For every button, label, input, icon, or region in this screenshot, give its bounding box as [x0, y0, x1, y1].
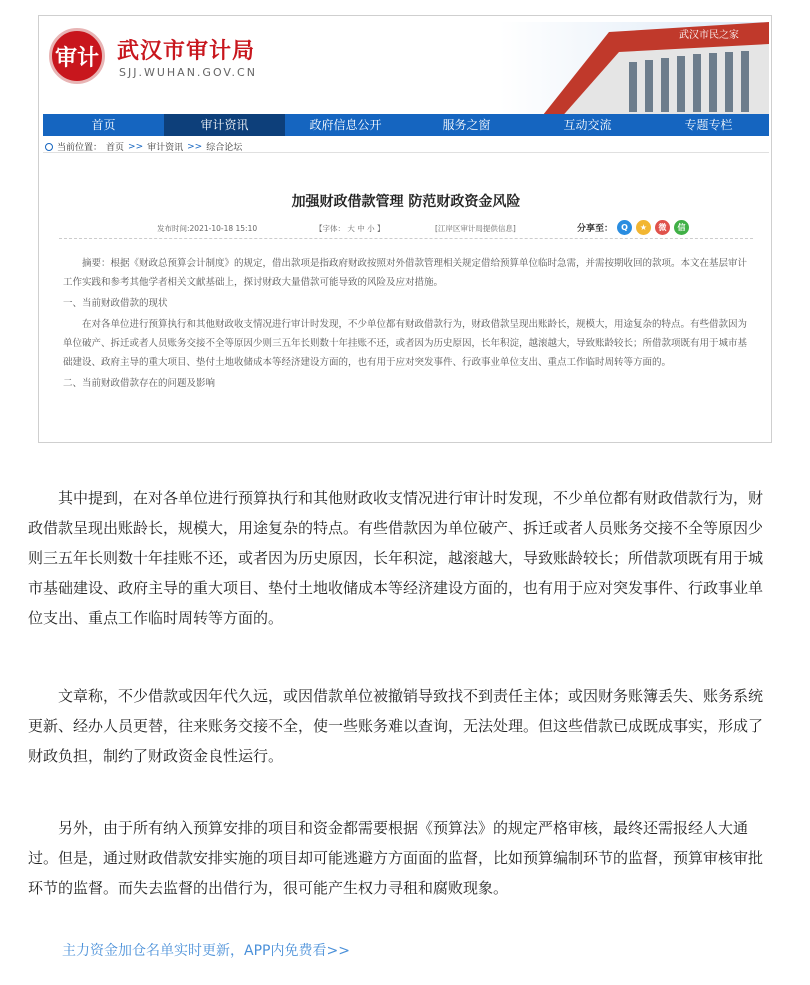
site-logo[interactable]: 审计: [49, 28, 105, 84]
breadcrumb-separator: >>: [128, 141, 144, 152]
article-paragraph: 在对各单位进行预算执行和其他财政收支情况进行审计时发现，不少单位都有财政借款行为，财政借款呈现出账龄长，规模大，用途复杂的特点。有些借款因为单位破产、拆迁或者人员账务交接不全等原因少则三五年长则数十年挂账不还，或者因为历史原因，长年积淀，越滚越大，导致账龄较长；所借款项既有用于城市基础建设、政府主导的重大项目、垫付土地收储成本等经济建设方面的，也有用于应对突发事件、行政事业单位支出、重点工作临时周转等方面的。: [63, 319, 748, 368]
nav-item-special[interactable]: 专题专栏: [684, 118, 733, 132]
font-size-selector[interactable]: 【字体： 大 中 小 】: [315, 224, 385, 233]
svg-text:武汉市民之家: 武汉市民之家: [679, 30, 739, 41]
qzone-share-icon[interactable]: ★: [636, 220, 651, 235]
breadcrumb-forum[interactable]: 综合论坛: [206, 143, 243, 153]
nav-item-audit-news[interactable]: 审计资讯: [164, 114, 285, 136]
nav-item-service[interactable]: 服务之窗: [442, 118, 491, 132]
divider: [43, 152, 769, 153]
main-nav: [43, 114, 769, 136]
nav-item-interaction[interactable]: 互动交流: [563, 118, 612, 132]
weibo-share-icon[interactable]: 微: [655, 220, 670, 235]
nav-item-gov-info[interactable]: 政府信息公开: [309, 118, 382, 132]
app-promo-link[interactable]: 主力资金加仓名单实时更新，APP内免费看>>: [62, 943, 350, 959]
site-name[interactable]: 武汉市审计局: [117, 39, 256, 64]
article-heading-1: 一、当前财政借款的现状: [63, 298, 168, 309]
qq-share-icon[interactable]: Q: [617, 220, 632, 235]
embedded-screenshot: [38, 15, 772, 443]
site-banner: [43, 22, 769, 120]
article-published: 发布时间:2021-10-18 15:10: [157, 224, 258, 233]
share-label: 分享至：: [577, 224, 614, 234]
breadcrumb-label: 当前位置：: [57, 143, 103, 153]
wechat-share-icon[interactable]: 信: [674, 220, 689, 235]
nav-item-home[interactable]: 首页: [91, 118, 116, 132]
divider: [59, 238, 753, 239]
article-body: [63, 254, 751, 393]
building-illustration: [499, 22, 769, 120]
breadcrumb-home[interactable]: 首页: [106, 143, 125, 153]
site-domain: SJJ.WUHAN.GOV.CN: [119, 66, 257, 79]
article-heading-2: 二、当前财政借款存在的问题及影响: [63, 378, 216, 389]
location-icon: [45, 143, 53, 151]
main-paragraph-3: 另外，由于所有纳入预算安排的项目和资金都需要根据《预算法》的规定严格审核，最终还需报经人大通过。但是，通过财政借款安排实施的项目却可能逃避方方面面的监督，比如预算编制环节的监督，预算审核审批环节的监督。而失去监督的出借行为，很可能产生权力寻租和腐败现象。: [28, 819, 764, 897]
article-source: [江岸区审计局提供信息]: [435, 224, 516, 233]
breadcrumb-audit-news[interactable]: 审计资讯: [147, 143, 184, 153]
main-paragraph-1: 其中提到，在对各单位进行预算执行和其他财政收支情况进行审计时发现，不少单位都有财政借款行为，财政借款呈现出账龄长，规模大，用途复杂的特点。有些借款因为单位破产、拆迁或者人员账务交接不全等原因少则三五年长则数十年挂账不还，或者因为历史原因，长年积淀，越滚越大，导致账龄较长；所借款项既有用于城市基础建设、政府主导的重大项目、垫付土地收储成本等经济建设方面的，也有用于应对突发事件、行政事业单位支出、重点工作临时周转等方面的。: [28, 489, 764, 627]
main-paragraph-2: 文章称，不少借款或因年代久远，或因借款单位被撤销导致找不到责任主体；或因财务账簿丢失、账务系统更新、经办人员更替，往来账务交接不全，使一些账务难以查询，无法处理。但这些借款已成既成事实，形成了财政负担，制约了财政资金良性运行。: [28, 687, 764, 765]
share-bar: [577, 220, 689, 235]
article-abstract: 摘要：根据《财政总预算会计制度》的规定，借出款项是指政府财政按照对外借款管理相关规定借给预算单位临时急需，并需按期收回的款项。本文在基层审计工作实践和参考其他学者相关文献基础上，探讨财政大量借款可能导致的风险及应对措施。: [63, 258, 748, 288]
article-title: 加强财政借款管理 防范财政资金风险: [291, 194, 521, 210]
breadcrumb-separator: >>: [187, 141, 203, 152]
